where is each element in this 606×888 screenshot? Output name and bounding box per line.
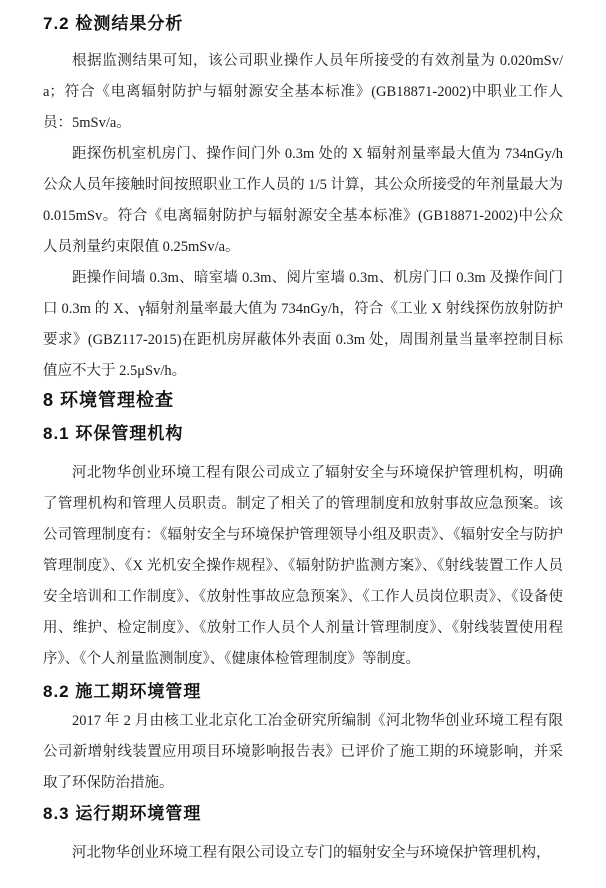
paragraph-management-systems: 河北物华创业环境工程有限公司成立了辐射安全与环境保护管理机构，明确了管理机构和管理人员职责。制定了相关了的管理制度和放射事故应急预案。该公司管理制度有：《辐射安全与环境保护管理领导小组及职责》、《辐射安全与防护管理制度》、《X 光机安全操作规程》、《辐射防护监测方案》、《射线装置工作人员安全培训和工作制度》、《放射性事故应急预案》、《工作人员岗位职责》、《设备使用、维护、检定制度》、《放射工作人员个人剂量计管理制度》、《射线装置使用程序》、《个人剂量监测制度》、《健康体检管理制度》等制度。 bbox=[43, 465, 563, 667]
paragraph-operation-period: 河北物华创业环境工程有限公司设立专门的辐射安全与环境保护管理机构， bbox=[72, 845, 551, 861]
heading-8-1-environment-management-org: 8.1 环保管理机构 bbox=[43, 424, 184, 443]
heading-8-environment-management-check: 8 环境管理检查 bbox=[43, 390, 175, 410]
heading-7-2-detection-result-analysis: 7.2 检测结果分析 bbox=[43, 14, 184, 33]
paragraph-dose-rate-limits: 距操作间墙 0.3m、暗室墙 0.3m、阅片室墙 0.3m、机房门口 0.3m 及操作间门口 0.3m 的 X、γ辐射剂量率最大值为 734nGy/h，符合《工业 X 射线探伤放射防护要求》(GBZ117-2015)在距机房屏蔽体外表面 0.3m 处，周围剂量当量率控制目标值应不大于 2.5μSv/h。 bbox=[43, 270, 563, 379]
paragraph-public-dose: 距探伤机室机房门、操作间门外 0.3m 处的 X 辐射剂量率最大值为 734nGy/h 公众人员年接触时间按照职业工作人员的 1/5 计算，其公众所接受的年剂量最大为 0.015mSv。符合《电离辐射防护与辐射源安全基本标准》(GB18871-2002)中公众人员剂量约束限值 0.25mSv/a。 bbox=[43, 146, 563, 255]
heading-8-2-construction-period-management: 8.2 施工期环境管理 bbox=[43, 682, 202, 701]
paragraph-construction-period: 2017 年 2 月由核工业北京化工冶金研究所编制《河北物华创业环境工程有限公司新增射线装置应用项目环境影响报告表》已评价了施工期的环境影响，并采取了环保防治措施。 bbox=[43, 713, 563, 791]
paragraph-occupational-dose: 根据监测结果可知，该公司职业操作人员年所接受的有效剂量为 0.020mSv/a；符合《电离辐射防护与辐射源安全基本标准》(GB18871-2002)中职业工作人员：5mSv/a。 bbox=[43, 53, 563, 131]
heading-8-3-operation-period-management: 8.3 运行期环境管理 bbox=[43, 804, 202, 823]
